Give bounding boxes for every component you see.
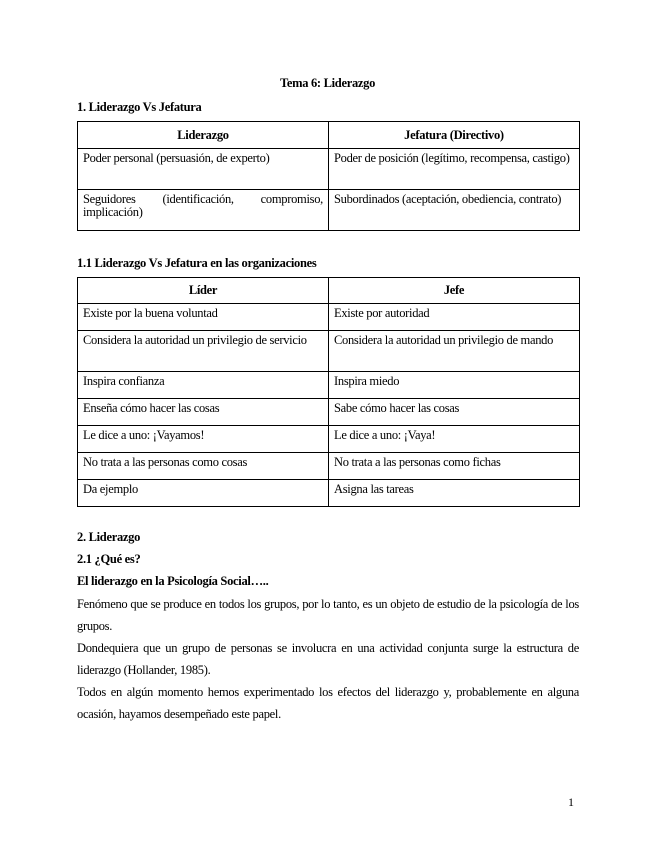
section-2-heading: 2. Liderazgo bbox=[77, 530, 141, 544]
paragraph: Dondequiera que un grupo de personas se involucra en una actividad conjunta surge la estructura de liderazgo (Hollander, 1985). bbox=[77, 641, 579, 677]
table-cell: Asigna las tareas bbox=[329, 480, 580, 507]
section-1-heading: 1. Liderazgo Vs Jefatura bbox=[77, 100, 202, 114]
table-cell: Inspira miedo bbox=[329, 372, 580, 399]
table-row bbox=[78, 331, 580, 372]
table-header-cell: Jefe bbox=[329, 278, 580, 304]
table-cell: Existe por la buena voluntad bbox=[78, 304, 329, 331]
section-1-1-heading: 1.1 Liderazgo Vs Jefatura en las organizaciones bbox=[77, 256, 317, 270]
table-cell: Considera la autoridad un privilegio de mando bbox=[329, 331, 580, 372]
table-cell: Inspira confianza bbox=[78, 372, 329, 399]
table-row bbox=[78, 399, 580, 426]
leader-vs-boss-table bbox=[77, 277, 580, 507]
paragraph: Todos en algún momento hemos experimentado los efectos del liderazgo y, probablemente en alguna ocasión, hayamos desempeñado este papel. bbox=[77, 685, 579, 721]
table-cell: Le dice a uno: ¡Vaya! bbox=[329, 426, 580, 453]
table-cell: No trata a las personas como fichas bbox=[329, 453, 580, 480]
paragraph: Fenómeno que se produce en todos los grupos, por lo tanto, es un objeto de estudio de la psicología de los grupos. bbox=[77, 597, 579, 633]
section-2-1-heading: 2.1 ¿Qué es? bbox=[77, 552, 141, 566]
table-cell: Poder de posición (legítimo, recompensa, castigo) bbox=[329, 149, 580, 190]
table-cell: Sabe cómo hacer las cosas bbox=[329, 399, 580, 426]
table-cell: Poder personal (persuasión, de experto) bbox=[78, 149, 329, 190]
subheading: El liderazgo en la Psicología Social….. bbox=[77, 574, 269, 588]
table-cell: Enseña cómo hacer las cosas bbox=[78, 399, 329, 426]
table-cell: Seguidores (identificación, compromiso, implicación) bbox=[78, 190, 329, 231]
table-row bbox=[78, 453, 580, 480]
table-header-row bbox=[78, 122, 580, 149]
table-cell: Da ejemplo bbox=[78, 480, 329, 507]
table-cell: No trata a las personas como cosas bbox=[78, 453, 329, 480]
page-number: 1 bbox=[568, 795, 574, 809]
table-cell: Le dice a uno: ¡Vayamos! bbox=[78, 426, 329, 453]
leadership-vs-management-table bbox=[77, 121, 580, 231]
table-row bbox=[78, 149, 580, 190]
table-row bbox=[78, 480, 580, 507]
table-row bbox=[78, 304, 580, 331]
table-row bbox=[78, 190, 580, 231]
table-header-row bbox=[78, 278, 580, 304]
table-cell: Considera la autoridad un privilegio de servicio bbox=[78, 331, 329, 372]
table-row bbox=[78, 426, 580, 453]
table-cell: Existe por autoridad bbox=[329, 304, 580, 331]
document-title: Tema 6: Liderazgo bbox=[279, 76, 376, 90]
table-header-cell: Liderazgo bbox=[78, 122, 329, 149]
table-header-cell: Líder bbox=[78, 278, 329, 304]
table-row bbox=[78, 372, 580, 399]
table-header-cell: Jefatura (Directivo) bbox=[329, 122, 580, 149]
table-cell: Subordinados (aceptación, obediencia, contrato) bbox=[329, 190, 580, 231]
